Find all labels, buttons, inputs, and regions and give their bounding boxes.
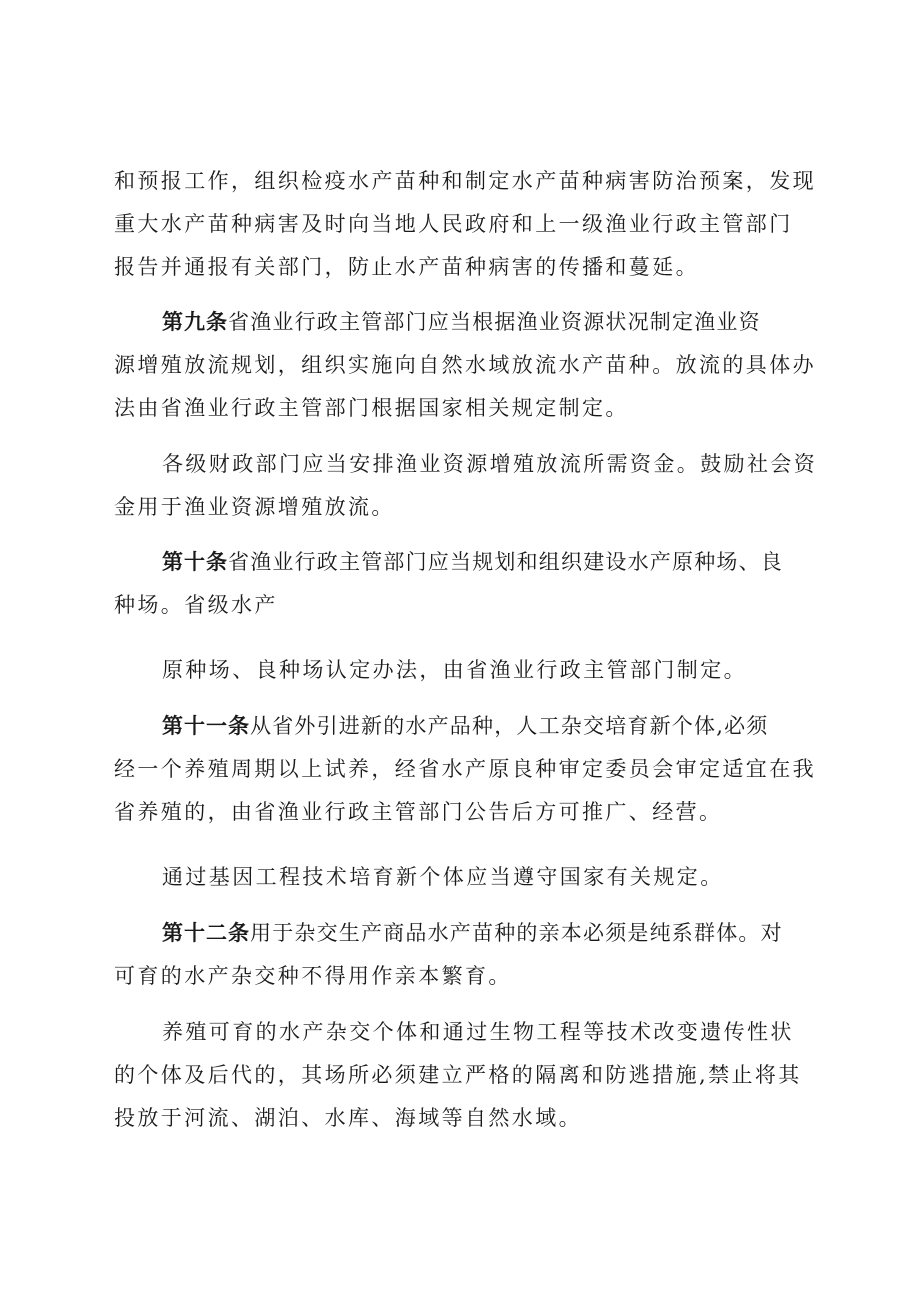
article-10-heading: 第十条 xyxy=(162,550,228,574)
article-10-line xyxy=(162,547,783,577)
article-9-text: 省渔业行政主管部门应当根据渔业资源状况制定渔业资 xyxy=(228,310,761,334)
text-line: 和预报工作，组织检疫水产苗种和制定水产苗种病害防治预案，发现 xyxy=(114,169,816,193)
text-line: 养殖可育的水产杂交个体和通过生物工程等技术改变遗传性状 xyxy=(162,1020,794,1044)
text-line: 源增殖放流规划，组织实施向自然水域放流水产苗种。放流的具体办 xyxy=(114,353,816,377)
article-10-text: 省渔业行政主管部门应当规划和组织建设水产原种场、良 xyxy=(228,550,783,574)
text-line: 报告并通报有关部门，防止水产苗种病害的传播和蔓延。 xyxy=(114,255,699,279)
article-11-text: 从省外引进新的水产品种，人工杂交培育新个体,必须 xyxy=(250,714,769,738)
article-9-heading: 第九条 xyxy=(162,310,228,334)
article-12-heading: 第十二条 xyxy=(162,921,250,945)
article-12-text: 用于杂交生产商品水产苗种的亲本必须是纯系群体。对 xyxy=(250,921,783,945)
article-11-line xyxy=(162,711,768,741)
article-9-line xyxy=(162,307,761,337)
text-line: 的个体及后代的，其场所必须建立严格的隔离和防逃措施,禁止将其 xyxy=(114,1063,802,1087)
text-line: 重大水产苗种病害及时向当地人民政府和上一级渔业行政主管部门 xyxy=(114,212,793,236)
text-line: 各级财政部门应当安排渔业资源增殖放流所需资金。鼓励社会资 xyxy=(162,452,818,476)
text-line: 省养殖的，由省渔业行政主管部门公告后方可推广、经营。 xyxy=(114,800,723,824)
article-12-line xyxy=(162,918,783,948)
text-line: 金用于渔业资源增殖放流。 xyxy=(114,495,395,519)
article-11-heading: 第十一条 xyxy=(162,714,250,738)
text-line: 可育的水产杂交种不得用作亲本繁育。 xyxy=(114,964,512,988)
text-line: 经一个养殖周期以上试养，经省水产原良种审定委员会审定适宜在我 xyxy=(114,757,816,781)
text-line: 投放于河流、湖泊、水库、海域等自然水域。 xyxy=(114,1106,582,1130)
text-line: 法由省渔业行政主管部门根据国家相关规定制定。 xyxy=(114,396,629,420)
text-line: 原种场、良种场认定办法，由省渔业行政主管部门制定。 xyxy=(162,658,747,682)
text-line: 通过基因工程技术培育新个体应当遵守国家有关规定。 xyxy=(162,865,724,889)
text-line: 种场。省级水产 xyxy=(114,593,278,617)
